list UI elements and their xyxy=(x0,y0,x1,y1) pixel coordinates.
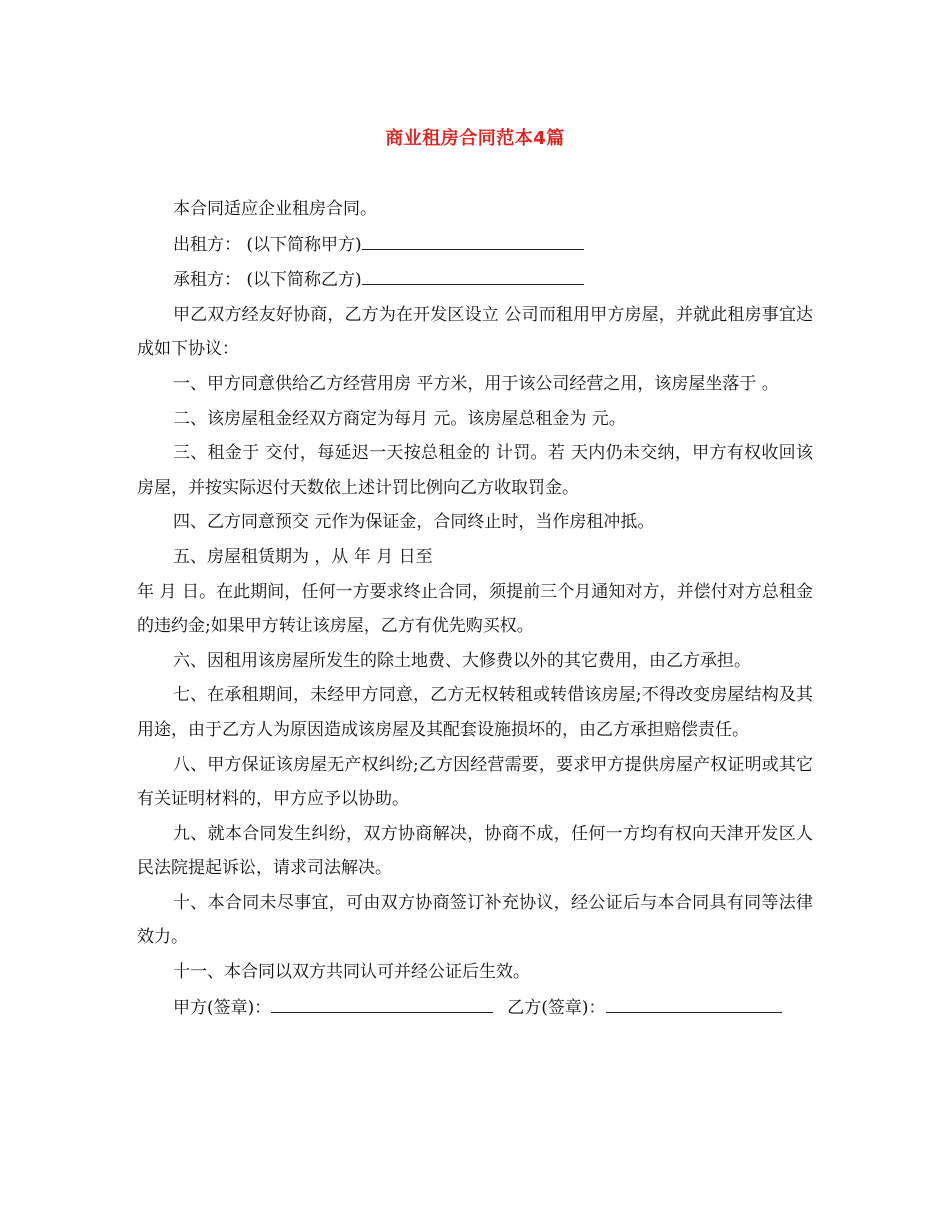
clause-9: 九、就本合同发生纠纷，双方协商解决，协商不成，任何一方均有权向天津开发区人民法院提起诉讼，请求司法解决。 xyxy=(137,823,813,879)
lessee-line xyxy=(137,262,813,298)
clause-7: 七、在承租期间，未经甲方同意，乙方无权转租或转借该房屋;不得改变房屋结构及其用途，由于乙方人为原因造成该房屋及其配套设施损坏的，由乙方承担赔偿责任。 xyxy=(137,685,813,740)
clause-3: 三、租金于 交付，每延迟一天按总租金的 计罚。若 天内仍未交纳，甲方有权收回该房屋，并按实际迟付天数依上述计罚比例向乙方收取罚金。 xyxy=(137,443,813,498)
party-b-signature-blank xyxy=(606,990,782,1013)
clause-8: 八、甲方保证该房屋无产权纠纷;乙方因经营需要，要求甲方提供房屋产权证明或其它有关证明材料的，甲方应予以协助。 xyxy=(137,754,813,810)
clause-5: 五、房屋租赁期为 ，从 年 月 日至 xyxy=(173,546,433,567)
clause-10: 十、本合同未尽事宜，可由双方协商签订补充协议，经公证后与本合同具有同等法律效力。 xyxy=(137,892,813,948)
clause-4: 四、乙方同意预交 元作为保证金，合同终止时，当作房租冲抵。 xyxy=(173,512,655,533)
party-a-signature-blank xyxy=(271,990,493,1013)
document-title: 商业租房合同范本4篇 xyxy=(385,128,565,149)
lessor-line xyxy=(137,227,813,263)
signature-line xyxy=(137,990,813,1026)
intro-paragraph: 本合同适应企业租房合同。 xyxy=(173,199,377,219)
lessee-blank xyxy=(362,262,584,285)
clause-6: 六、因租用该房屋所发生的除土地费、大修费以外的其它费用，由乙方承担。 xyxy=(173,650,751,671)
lessor-blank xyxy=(362,227,584,250)
clause-11: 十一、本合同以双方共同认可并经公证后生效。 xyxy=(173,962,530,983)
clause-5-continued: 年 月 日。在此期间，任何一方要求终止合同，须提前三个月通知对方，并偿付对方总租金 的违约金;如果甲方转让该房屋，乙方有优先购买权。 xyxy=(137,581,813,637)
clause-1: 一、甲方同意供给乙方经营用房 平方米，用于该公司经营之用，该房屋坐落于 。 xyxy=(173,373,779,394)
lessee-label: 承租方： (以下简称乙方) xyxy=(173,270,362,291)
agreement-paragraph: 甲乙双方经友好协商，乙方为在开发区设立 公司而租用甲方房屋，并就此租房事宜达成如下协议： xyxy=(137,304,813,360)
party-a-signature-label: 甲方(签章)： xyxy=(173,997,272,1018)
document-body xyxy=(137,192,813,1025)
clause-2: 二、该房屋租金经双方商定为每月 元。该房屋总租金为 元。 xyxy=(173,408,626,429)
lessor-label: 出租方： (以下简称甲方) xyxy=(173,234,362,255)
party-b-signature-label: 乙方(签章)： xyxy=(507,997,606,1018)
